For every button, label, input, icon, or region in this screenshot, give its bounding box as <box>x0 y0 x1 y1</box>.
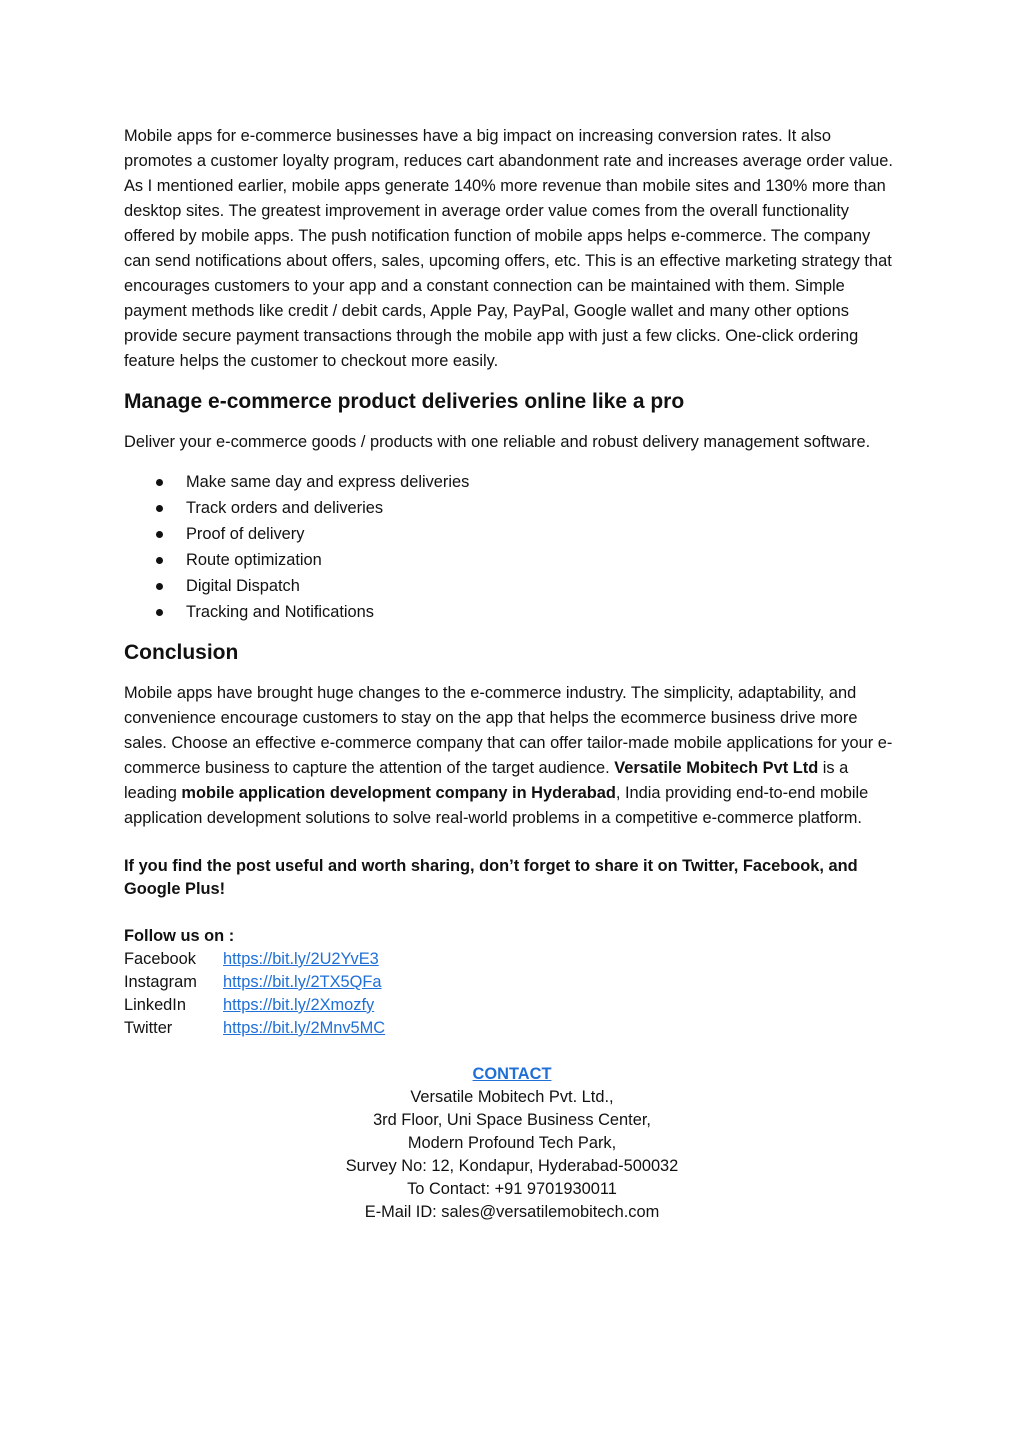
linkedin-link[interactable]: https://bit.ly/2Xmozfy <box>223 996 375 1014</box>
follow-label: Facebook <box>124 950 196 968</box>
deliver-paragraph: Deliver your e-commerce goods / products with one reliable and robust delivery management software. <box>124 433 871 451</box>
bullet-dot-icon <box>156 609 163 616</box>
follow-row-twitter <box>124 1017 900 1040</box>
section-heading-manage-deliveries: Manage e-commerce product deliveries online like a pro <box>124 390 685 413</box>
feature-bullet-list <box>124 469 900 625</box>
company-name-bold: Versatile Mobitech Pvt Ltd <box>614 759 819 777</box>
share-note: If you find the post useful and worth sharing, don’t forget to share it on Twitter, Facebook, and Google Plus! <box>124 857 858 898</box>
follow-us-block <box>124 925 900 1040</box>
contact-email-line: E-Mail ID: sales@versatilemobitech.com <box>364 1203 660 1221</box>
service-phrase-bold: mobile application development company in Hyderabad <box>181 784 616 802</box>
bullet-text: Make same day and express deliveries <box>186 473 470 491</box>
follow-row-instagram <box>124 971 900 994</box>
bullet-item <box>124 547 900 573</box>
bullet-item <box>124 495 900 521</box>
conclusion-text-part2: is a leading <box>124 759 849 802</box>
follow-label: Instagram <box>124 973 197 991</box>
contact-address-line: Modern Profound Tech Park, <box>407 1134 617 1152</box>
follow-row-linkedin <box>124 994 900 1017</box>
bullet-dot-icon <box>156 479 163 486</box>
bullet-dot-icon <box>156 583 163 590</box>
contact-address-line: 3rd Floor, Uni Space Business Center, <box>373 1111 651 1129</box>
bullet-text: Route optimization <box>186 551 322 569</box>
intro-paragraph: Mobile apps for e-commerce businesses have a big impact on increasing conversion rates. It also promotes a customer loyalty program, reduces cart abandonment rate and increases average order value. As I mentioned earlier, mobile apps generate 140% more revenue than mobile sites and 130% more than desktop sites. The greatest improvement in average order value comes from the overall functionality offered by mobile apps. The push notification function of mobile apps helps e-commerce. The company can send notifications about offers, sales, upcoming offers, etc. This is an effective marketing strategy that encourages customers to your app and a constant connection can be maintained with them. Simple payment methods like credit / debit cards, Apple Pay, PayPal, Google wallet and many other options provide secure payment transactions through the mobile app with just a few clicks. One-click ordering feature helps the customer to checkout more easily. <box>124 127 893 370</box>
contact-phone-line: To Contact: +91 9701930011 <box>407 1180 617 1198</box>
bullet-text: Proof of delivery <box>186 525 305 543</box>
bullet-dot-icon <box>156 531 163 538</box>
document-page <box>124 124 900 1224</box>
bullet-item <box>124 599 900 625</box>
instagram-link[interactable]: https://bit.ly/2TX5QFa <box>223 973 382 991</box>
bullet-item <box>124 469 900 495</box>
facebook-link[interactable]: https://bit.ly/2U2YvE3 <box>223 950 379 968</box>
bullet-item <box>124 521 900 547</box>
follow-us-title: Follow us on : <box>124 927 235 945</box>
follow-label: Twitter <box>124 1019 173 1037</box>
conclusion-text-part3: , India providing end-to-end mobile application development solutions to solve real-world problems in a competitive e-commerce platform. <box>124 784 869 827</box>
bullet-text: Track orders and deliveries <box>186 499 384 517</box>
contact-link[interactable]: CONTACT <box>472 1065 552 1083</box>
section-heading-conclusion: Conclusion <box>124 641 239 664</box>
follow-row-facebook <box>124 948 900 971</box>
bullet-item <box>124 573 900 599</box>
bullet-dot-icon <box>156 557 163 564</box>
twitter-link[interactable]: https://bit.ly/2Mnv5MC <box>223 1019 386 1037</box>
conclusion-paragraph <box>124 681 900 831</box>
bullet-text: Tracking and Notifications <box>186 603 374 621</box>
bullet-dot-icon <box>156 505 163 512</box>
contact-address-line: Survey No: 12, Kondapur, Hyderabad-500032 <box>345 1157 679 1175</box>
bullet-text: Digital Dispatch <box>186 577 300 595</box>
follow-label: LinkedIn <box>124 996 186 1014</box>
conclusion-text-part1: Mobile apps have brought huge changes to the e-commerce industry. The simplicity, adaptability, and convenience encourage customers to stay on the app that helps the ecommerce business drive more sales. Choose an effective e-commerce company that can offer tailor-made mobile applications for your e-commerce business to capture the attention of the target audience. <box>124 684 893 777</box>
contact-block <box>124 1063 900 1224</box>
contact-company-line: Versatile Mobitech Pvt. Ltd., <box>410 1088 614 1106</box>
